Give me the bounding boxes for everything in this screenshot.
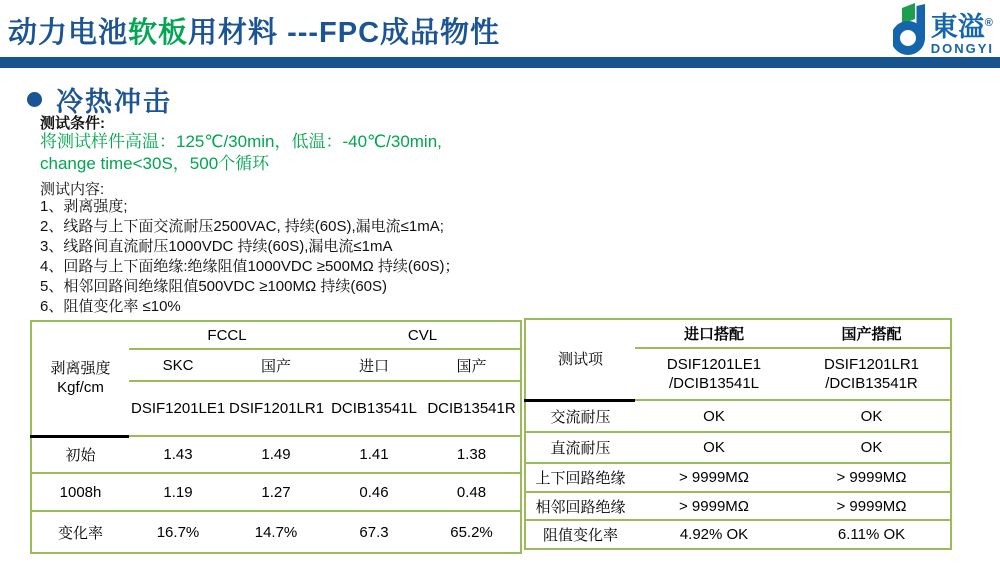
table-row (525, 400, 951, 432)
peel-row-header-cell (31, 321, 129, 436)
part-number-cell: DSIF1201LR1 (227, 381, 325, 436)
value-cell: 1.49 (227, 436, 325, 473)
table-row (31, 436, 521, 473)
page-title-part1: 动力电池 (8, 17, 129, 49)
content-item-6: 6、阻值变化率 ≤10% (40, 298, 181, 315)
row-label-dc-withstand: 直流耐压 (525, 432, 635, 463)
logo-cn-chars: 東溢 (930, 12, 985, 42)
value-cell: 67.3 (359, 523, 389, 541)
page-title (8, 10, 500, 51)
value-cell: 1.38 (423, 436, 521, 473)
table-row (525, 319, 951, 348)
content-item-2: 2、线路与上下面交流耐压2500VAC, 持续(60S),漏电流≤1mA; (40, 218, 444, 235)
col-header-skc: SKC (129, 349, 227, 381)
page-title-part3: 用材料 ---FPC成品物性 (188, 17, 501, 49)
row-label-1008h: 1008h (31, 473, 129, 511)
peel-header-line2: Kgf/cm (57, 379, 104, 397)
col-header-import-combo: 进口搭配 (635, 319, 793, 348)
peel-header-line1: 剥离强度 (50, 360, 111, 378)
results-row-header-cell: 测试项 (525, 319, 635, 400)
value-cell: > 9999MΩ (793, 463, 951, 492)
value-cell: 16.7% (156, 523, 200, 541)
table-row (31, 473, 521, 511)
part-number-cell (793, 348, 951, 400)
row-label-initial: 初始 (31, 436, 129, 473)
row-label-top-bottom-insulation: 上下回路绝缘 (525, 463, 635, 492)
section-heading: 冷热冲击 (56, 87, 172, 117)
content-item-5: 5、相邻回路间绝缘阻值500VDC ≥100MΩ 持续(60S) (40, 278, 388, 295)
table-row (525, 463, 951, 492)
value-cell: > 9999MΩ (635, 492, 793, 520)
table-row (31, 511, 521, 553)
part-number-line1: DSIF1201LE1 (666, 356, 762, 373)
col-header-domestic-combo: 国产搭配 (793, 319, 951, 348)
content-label: 测试内容: (40, 181, 105, 198)
value-cell: 6.11% OK (837, 526, 906, 543)
value-cell: 0.48 (423, 473, 521, 511)
value-cell: > 9999MΩ (793, 492, 951, 520)
value-cell: OK (793, 432, 951, 463)
table-row (525, 432, 951, 463)
conditions-label: 测试条件: (40, 115, 105, 132)
part-number-line1: DSIF1201LR1 (823, 356, 920, 373)
value-cell: OK (793, 400, 951, 432)
condition-line-1: 将测试样件高温：125℃/30min，低温：-40℃/30min, (40, 132, 442, 151)
content-list (40, 197, 460, 317)
value-cell: 65.2% (450, 523, 493, 541)
col-header-import: 进口 (325, 349, 423, 381)
content-item-3: 3、线路间直流耐压1000VDC 持续(60S),漏电流≤1mA (40, 238, 393, 255)
part-number-cell: DSIF1201LE1 (129, 381, 227, 436)
logo-name-cn (931, 8, 994, 42)
part-number-line2: /DCIB13541R (825, 375, 918, 392)
group-header-cvl: CVL (325, 321, 521, 349)
test-results-table (524, 318, 952, 550)
part-number-cell (635, 348, 793, 400)
company-logo (893, 1, 994, 57)
row-label-adjacent-insulation: 相邻回路绝缘 (525, 492, 635, 520)
row-label-change-rate: 变化率 (57, 524, 103, 542)
col-header-domestic-2: 国产 (423, 349, 521, 381)
value-cell: > 9999MΩ (635, 463, 793, 492)
dongyi-logo-icon (893, 1, 929, 57)
content-item-4: 4、回路与上下面绝缘:绝缘阻值1000VDC ≥500MΩ 持续(60S)； (40, 258, 460, 275)
value-cell: 1.19 (129, 473, 227, 511)
table-row (525, 492, 951, 520)
value-cell: 1.27 (227, 473, 325, 511)
bullet-icon (27, 92, 42, 107)
part-number-line2: /DCIB13541L (668, 375, 760, 392)
logo-name-en: DONGYI (930, 41, 994, 56)
logo-text (931, 1, 994, 56)
registered-mark-icon: ® (984, 17, 993, 29)
value-cell: 4.92% OK (679, 526, 749, 543)
row-label-resistance-change: 阻值变化率 (542, 527, 618, 544)
page-title-part2-green: 软板 (128, 17, 189, 49)
table-row (31, 321, 521, 349)
value-cell: 1.43 (129, 436, 227, 473)
peel-strength-table (30, 320, 522, 554)
value-cell: OK (635, 432, 793, 463)
condition-line-2: change time<30S，500个循环 (40, 154, 270, 173)
content-item-1: 1、剥离强度; (40, 198, 128, 215)
row-label-ac-withstand: 交流耐压 (525, 400, 635, 432)
conditions-text (40, 131, 442, 175)
col-header-domestic-1: 国产 (227, 349, 325, 381)
part-number-cell: DCIB13541R (423, 381, 521, 436)
table-row (525, 520, 951, 549)
value-cell: 14.7% (254, 523, 298, 541)
value-cell: 0.46 (325, 473, 423, 511)
value-cell: OK (635, 400, 793, 432)
header-divider-bar (0, 57, 1000, 68)
group-header-fccl: FCCL (129, 321, 325, 349)
part-number-cell: DCIB13541L (325, 381, 423, 436)
value-cell: 1.41 (325, 436, 423, 473)
